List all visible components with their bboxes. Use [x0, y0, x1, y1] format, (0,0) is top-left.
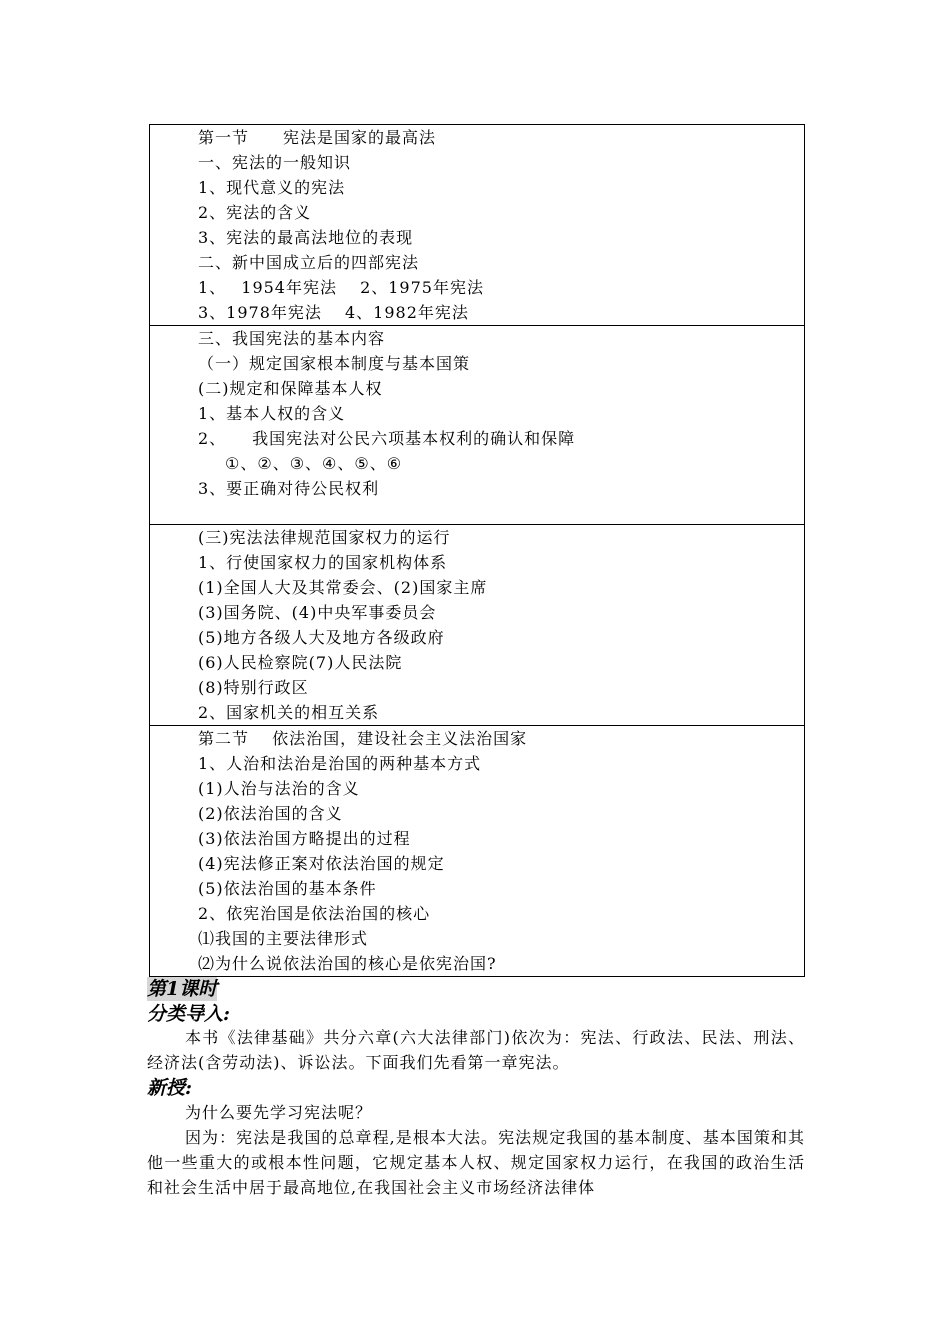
outline-row-section1	[150, 125, 805, 326]
outline-cell	[150, 326, 805, 525]
outline-item: 二、新中国成立后的四部宪法	[198, 253, 420, 272]
outline-item: (5)依法治国的基本条件	[198, 879, 377, 898]
outline-item: (3)国务院、(4)中央军事委员会	[198, 603, 437, 622]
outline-item: (8)特别行政区	[198, 678, 309, 697]
outline-item: （一）规定国家根本制度与基本国策	[198, 354, 471, 373]
outline-item: 1、现代意义的宪法	[198, 178, 346, 197]
outline-item: 1、行使国家权力的国家机构体系	[198, 553, 448, 572]
outline-item: 2、 我国宪法对公民六项基本权利的确认和保障	[198, 429, 576, 448]
outline-item: (三)宪法法律规范国家权力的运行	[198, 528, 451, 547]
outline-cell	[150, 726, 805, 977]
new-lesson-heading: 新授:	[147, 1077, 193, 1099]
outline-row-section2	[150, 726, 805, 977]
outline-cell	[150, 525, 805, 726]
outline-item: (3)依法治国方略提出的过程	[198, 829, 411, 848]
outline-table	[149, 124, 805, 977]
answer-paragraph: 因为：宪法是我国的总章程,是根本大法。宪法规定我国的基本制度、基本国策和其他一些重大的或根本性问题，它规定基本人权、规定国家权力运行，在我国的政治生活和社会生活中居于最高地位,在我国社会主义市场经济法律体	[147, 1128, 805, 1197]
outline-item: (1)人治与法治的含义	[198, 779, 360, 798]
section-title: 第一节 宪法是国家的最高法	[198, 128, 437, 147]
question-paragraph: 为什么要先学习宪法呢？	[185, 1103, 373, 1122]
outline-item: 3、要正确对待公民权利	[198, 479, 380, 498]
outline-item: 1、 1954年宪法 2、1975年宪法	[198, 278, 484, 297]
lesson-heading: 第1课时	[147, 978, 218, 1000]
outline-item: 2、国家机关的相互关系	[198, 703, 380, 722]
outline-item: ①、②、③、④、⑤、⑥	[225, 454, 403, 473]
outline-row-power	[150, 525, 805, 726]
section-title: 第二节 依法治国，建设社会主义法治国家	[198, 729, 528, 748]
outline-item: ⑵为什么说依法治国的核心是依宪治国?	[198, 954, 497, 973]
outline-item: 2、宪法的含义	[198, 203, 312, 222]
outline-item: 1、基本人权的含义	[198, 404, 346, 423]
outline-item: (1)全国人大及其常委会、(2)国家主席	[198, 578, 488, 597]
outline-item: 一、宪法的一般知识	[198, 153, 352, 172]
outline-item: (二)规定和保障基本人权	[198, 379, 383, 398]
intro-heading: 分类导入:	[147, 1003, 231, 1025]
outline-item: 1、人治和法治是治国的两种基本方式	[198, 754, 482, 773]
outline-item: 2、依宪治国是依法治国的核心	[198, 904, 431, 923]
outline-row-content	[150, 326, 805, 525]
intro-paragraph: 本书《法律基础》共分六章(六大法律部门)依次为：宪法、行政法、民法、刑法、经济法(含劳动法)、诉讼法。下面我们先看第一章宪法。	[147, 1028, 805, 1072]
outline-cell	[150, 125, 805, 326]
outline-item: (2)依法治国的含义	[198, 804, 343, 823]
outline-item: (6)人民检察院(7)人民法院	[198, 653, 403, 672]
outline-item: 3、1978年宪法 4、1982年宪法	[198, 303, 469, 322]
outline-item: 三、我国宪法的基本内容	[198, 329, 386, 348]
outline-item: (5)地方各级人大及地方各级政府	[198, 628, 445, 647]
outline-item: ⑴我国的主要法律形式	[198, 929, 369, 948]
outline-item: (4)宪法修正案对依法治国的规定	[198, 854, 445, 873]
outline-item: 3、宪法的最高法地位的表现	[198, 228, 414, 247]
